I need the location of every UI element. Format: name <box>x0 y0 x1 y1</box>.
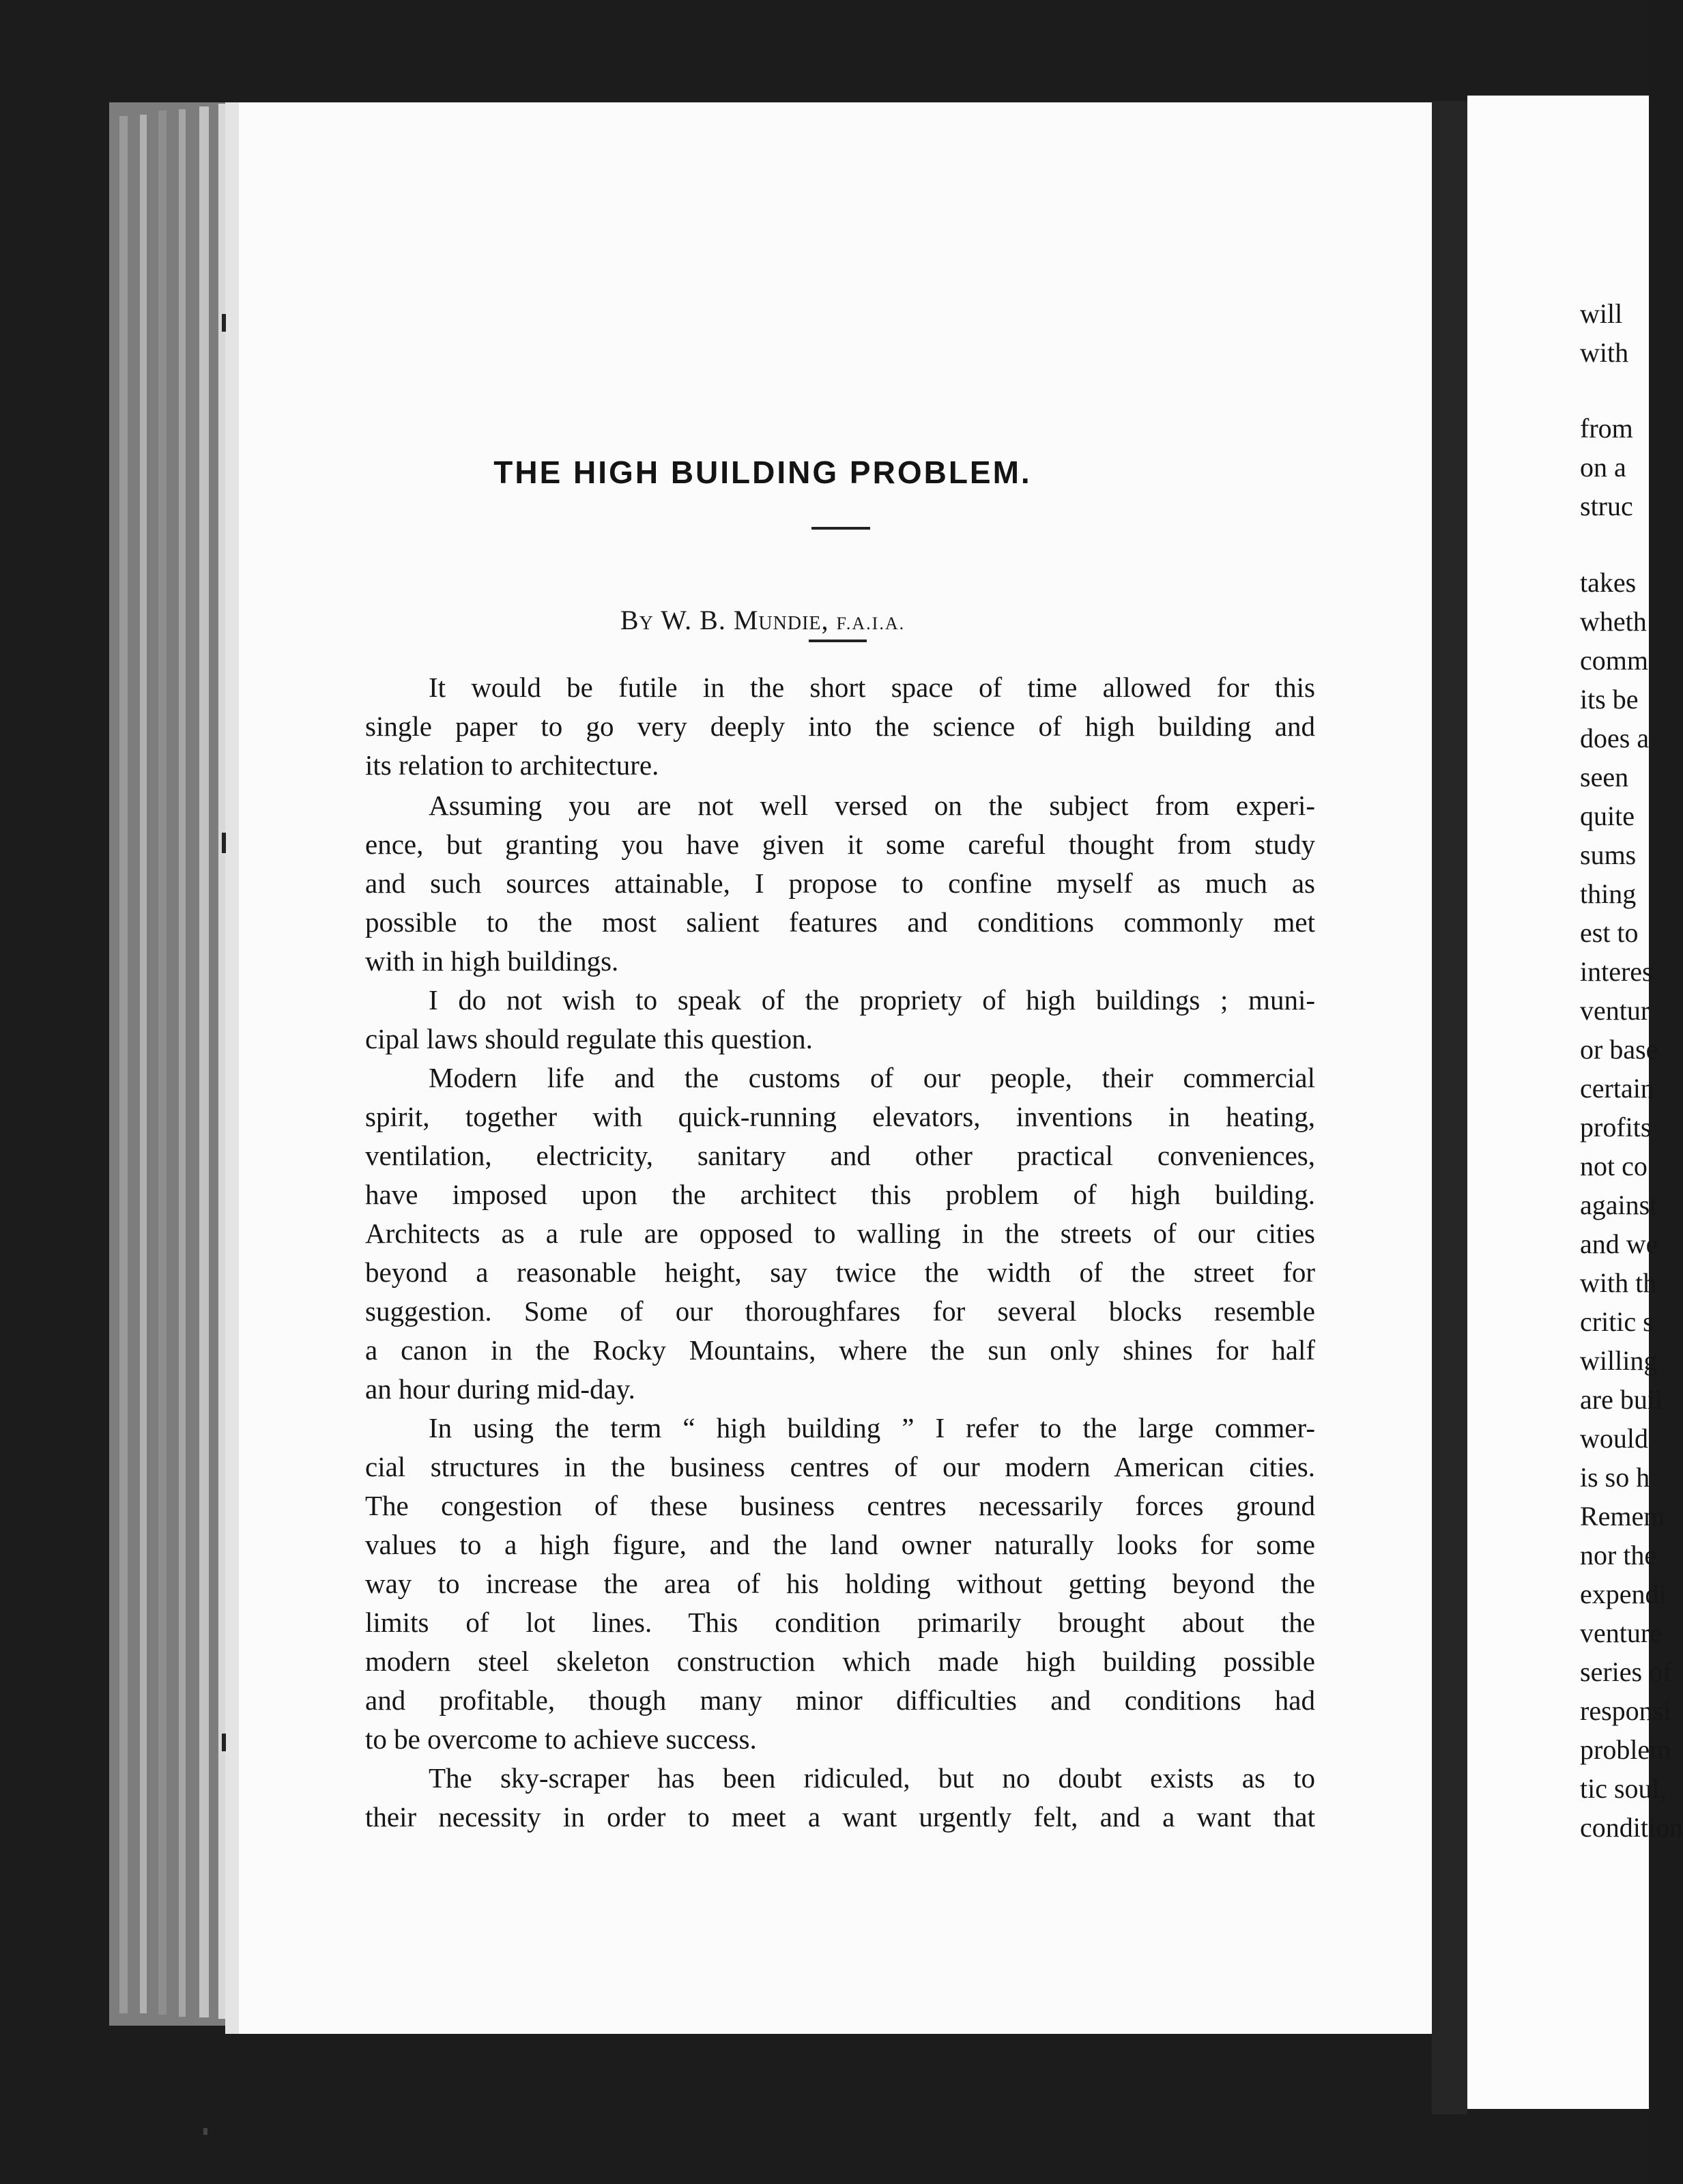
right-line-fragment: is so h <box>1580 1462 1650 1493</box>
right-line-fragment: struc <box>1580 491 1633 521</box>
body-line: cipal laws should regulate this question. <box>365 1023 813 1054</box>
right-line-fragment: its be <box>1580 684 1639 715</box>
body-line: way to increase the area of his holding without getting beyond the <box>365 1568 1315 1599</box>
body-line: values to a high figure, and the land owner naturally looks for some <box>365 1529 1315 1560</box>
body-line: an hour during mid-day. <box>365 1373 635 1405</box>
body-line: I do not wish to speak of the propriety of high buildings ; muni- <box>429 984 1315 1016</box>
body-line: and such sources attainable, I propose to confine myself as much as <box>365 867 1315 899</box>
body-line: In using the term “ high building ” I refer to the large commer- <box>429 1412 1315 1443</box>
body-line: Assuming you are not well versed on the subject from experi- <box>429 790 1315 821</box>
body-line: It would be futile in the short space of time allowed for this <box>429 672 1315 703</box>
right-line-fragment: responsi <box>1580 1695 1671 1726</box>
body-line: cial structures in the business centres of our modern American cities. <box>365 1451 1315 1482</box>
body-line: to be overcome to achieve success. <box>365 1723 757 1755</box>
right-line-fragment: tic soul, <box>1580 1773 1667 1804</box>
body-line: single paper to go very deeply into the science of high building and <box>365 710 1315 742</box>
right-line-fragment: not co <box>1580 1151 1648 1181</box>
body-line: possible to the most salient features and conditions commonly met <box>365 906 1315 938</box>
right-line-fragment: takes <box>1580 567 1637 598</box>
body-line: limits of lot lines. This condition primarily brought about the <box>365 1607 1315 1638</box>
right-line-fragment: Remem <box>1580 1501 1665 1532</box>
body-line: ence, but granting you have given it some careful thought from study <box>365 829 1315 860</box>
right-line-fragment: problem <box>1580 1734 1671 1765</box>
byline-suffix: F.A.I.A. <box>836 614 906 633</box>
right-line-fragment: est to <box>1580 917 1639 948</box>
body-line: beyond a reasonable height, say twice the width of the street for <box>365 1256 1315 1288</box>
right-line-fragment: sums <box>1580 839 1637 870</box>
right-line-fragment: does a <box>1580 723 1650 753</box>
right-line-fragment: critic s <box>1580 1306 1654 1337</box>
byline-initials: W. B. <box>661 605 726 635</box>
body-line: modern steel skeleton construction which made high building possible <box>365 1646 1315 1677</box>
right-line-fragment: venture <box>1580 1618 1662 1648</box>
body-line: have imposed upon the architect this problem of high building. <box>365 1179 1315 1210</box>
right-line-fragment: willing <box>1580 1345 1658 1376</box>
body-line: with in high buildings. <box>365 945 619 977</box>
byline-rule <box>809 640 867 642</box>
body-line: suggestion. Some of our thoroughfares for several blocks resemble <box>365 1295 1315 1327</box>
right-line-fragment: against <box>1580 1190 1658 1220</box>
article-title: THE HIGH BUILDING PROBLEM. <box>493 455 1032 490</box>
body-line: spirit, together with quick-running elevators, inventions in heating, <box>365 1101 1315 1132</box>
byline-surname: Mundie, <box>733 605 829 635</box>
right-line-fragment: thing <box>1580 878 1637 909</box>
right-line-fragment: or base <box>1580 1034 1658 1065</box>
right-line-fragment: with th <box>1580 1267 1657 1298</box>
right-line-fragment: with <box>1580 337 1629 368</box>
body-line: and profitable, though many minor difficulties and conditions had <box>365 1684 1315 1716</box>
right-line-fragment: and we <box>1580 1228 1658 1259</box>
byline-by: By <box>620 605 654 635</box>
right-line-fragment: certain <box>1580 1073 1654 1104</box>
right-line-fragment: profits <box>1580 1112 1652 1143</box>
right-line-fragment: from <box>1580 413 1633 444</box>
right-line-fragment: comm <box>1580 645 1648 676</box>
right-line-fragment: series of <box>1580 1656 1672 1687</box>
right-line-fragment: ventur <box>1580 995 1650 1026</box>
body-line: a canon in the Rocky Mountains, where the sun only shines for half <box>365 1334 1315 1366</box>
right-line-fragment: are buil <box>1580 1384 1663 1415</box>
right-line-fragment: condition <box>1580 1812 1683 1843</box>
body-line: its relation to architecture. <box>365 749 659 781</box>
body-line: The congestion of these business centres necessarily forces ground <box>365 1490 1315 1521</box>
right-line-fragment: would <box>1580 1423 1648 1454</box>
right-line-fragment: wheth <box>1580 606 1647 637</box>
right-line-fragment: interes <box>1580 956 1653 987</box>
title-rule <box>811 527 870 530</box>
right-line-fragment: on a <box>1580 452 1626 483</box>
body-line: Architects as a rule are opposed to walling in the streets of our cities <box>365 1218 1315 1249</box>
right-line-fragment: seen <box>1580 762 1629 792</box>
right-line-fragment: nor the <box>1580 1540 1657 1570</box>
body-line: ventilation, electricity, sanitary and other practical conveniences, <box>365 1140 1315 1171</box>
right-line-fragment: will <box>1580 298 1623 329</box>
body-line: their necessity in order to meet a want urgently felt, and a want that <box>365 1801 1315 1833</box>
body-line: Modern life and the customs of our people, their commercial <box>429 1062 1315 1093</box>
right-line-fragment: expendi <box>1580 1579 1667 1609</box>
right-line-fragment: quite <box>1580 801 1635 831</box>
byline <box>362 604 1164 636</box>
body-line: The sky-scraper has been ridiculed, but no doubt exists as to <box>429 1762 1315 1794</box>
